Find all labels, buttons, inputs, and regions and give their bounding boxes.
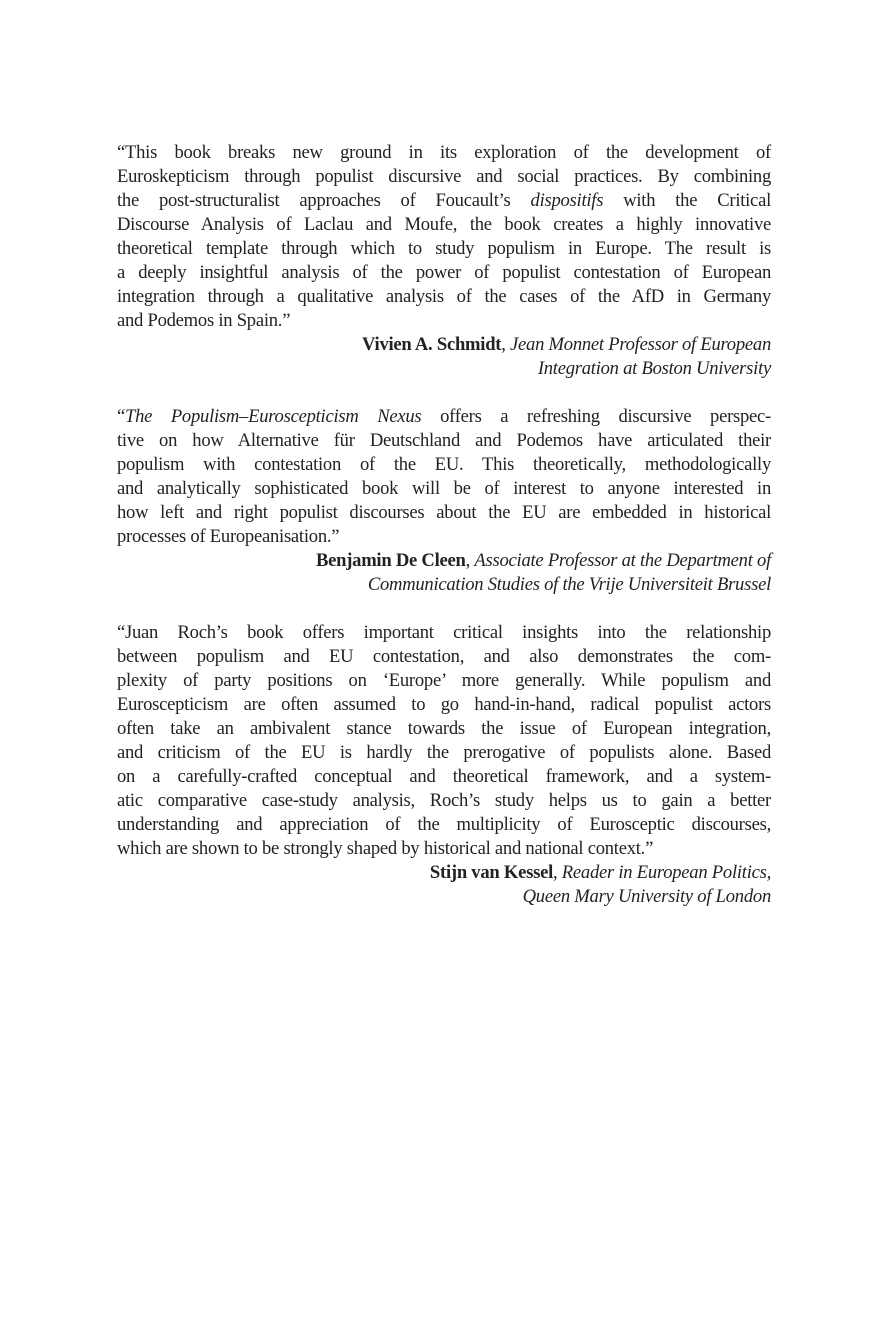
- text-segment: tive on how Alternative für Deutschland and Podemos have articulated their: [117, 430, 771, 451]
- italic-title: dispositifs: [530, 190, 604, 211]
- author-name: Vivien A. Schmidt: [362, 334, 502, 355]
- text-segment: processes of Europeanisation.”: [117, 526, 340, 547]
- text-segment: atic comparative case-study analysis, Roch’s study helps us to gain a better: [117, 790, 771, 811]
- quote-line: [117, 237, 771, 261]
- quote-line: [117, 261, 771, 285]
- text-segment: how left and right populist discourses about the EU are embedded in historical: [117, 502, 771, 523]
- quote-line: [117, 789, 771, 813]
- attribution-line: [117, 885, 771, 909]
- quote-line: [117, 405, 771, 429]
- author-name: Benjamin De Cleen: [315, 550, 466, 571]
- text-segment: Discourse Analysis of Laclau and Moufe, the book creates a highly innovative: [117, 214, 771, 235]
- author-affiliation: Associate Professor at the Department of: [474, 550, 771, 571]
- author-affiliation: Reader in European Politics,: [561, 862, 771, 883]
- quote-line: [117, 165, 771, 189]
- text-segment: and Podemos in Spain.”: [117, 310, 291, 331]
- endorsement-quote: [117, 621, 771, 909]
- text-segment: on a carefully-crafted conceptual and theoretical framework, and a system-: [117, 766, 771, 787]
- quote-line: [117, 669, 771, 693]
- quote-line: [117, 453, 771, 477]
- text-segment: offers a refreshing discursive perspec-: [421, 406, 771, 427]
- author-affiliation: Jean Monnet Professor of European: [510, 334, 771, 355]
- text-segment: often take an ambivalent stance towards the issue of European integration,: [117, 718, 771, 739]
- quote-line: [117, 525, 771, 549]
- text-segment: “Juan Roch’s book offers important critical insights into the relationship: [117, 622, 771, 643]
- quote-line: [117, 189, 771, 213]
- text-segment: a deeply insightful analysis of the power of populist contestation of European: [117, 262, 771, 283]
- attribution-line: Stijn van Kessel, Reader in European Politics,: [429, 862, 771, 883]
- quote-line: [117, 645, 771, 669]
- text-segment: theoretical template through which to study populism in Europe. The result is: [117, 238, 771, 259]
- text-segment: plexity of party positions on ‘Europe’ more generally. While populism and: [117, 670, 771, 691]
- quote-line: [117, 693, 771, 717]
- text-segment: Euroscepticism are often assumed to go hand-in-hand, radical populist actors: [117, 694, 771, 715]
- text-segment: with the Critical: [603, 190, 771, 211]
- attribution-line: Benjamin De Cleen, Associate Professor at the Department of: [315, 550, 771, 571]
- text-segment: integration through a qualitative analysis of the cases of the AfD in Germany: [117, 286, 771, 307]
- quote-line: [117, 837, 771, 861]
- quote-line: [117, 213, 771, 237]
- text-segment: between populism and EU contestation, and also demonstrates the com-: [117, 646, 771, 667]
- text-segment: populism with contestation of the EU. This theoretically, methodologically: [117, 454, 771, 475]
- author-affiliation: Integration at Boston University: [537, 358, 771, 379]
- endorsements-page: [117, 141, 771, 933]
- quote-line: [117, 765, 771, 789]
- attribution-line: [117, 573, 771, 597]
- text-segment: the post-structuralist approaches of Foucault’s: [117, 190, 531, 211]
- quote-line: [117, 741, 771, 765]
- quote-line: [117, 309, 771, 333]
- quote-line: [117, 477, 771, 501]
- quote-line: [117, 285, 771, 309]
- text-segment: “This book breaks new ground in its exploration of the development of: [117, 142, 771, 163]
- quote-line: [117, 141, 771, 165]
- text-segment: which are shown to be strongly shaped by historical and national context.”: [117, 838, 654, 859]
- quote-line: [117, 717, 771, 741]
- attribution-line: Vivien A. Schmidt, Jean Monnet Professor of European: [362, 334, 771, 355]
- attribution-line: [117, 357, 771, 381]
- text-segment: understanding and appreciation of the multiplicity of Eurosceptic discourses,: [117, 814, 771, 835]
- author-affiliation: Queen Mary University of London: [522, 886, 771, 907]
- endorsement-quote: [117, 405, 771, 597]
- text-segment: “: [117, 406, 126, 427]
- author-affiliation: Communication Studies of the Vrije Universiteit Brussel: [367, 574, 771, 595]
- text-segment: and criticism of the EU is hardly the prerogative of populists alone. Based: [117, 742, 771, 763]
- quote-line: [117, 621, 771, 645]
- author-name: Stijn van Kessel: [429, 862, 553, 883]
- text-segment: and analytically sophisticated book will be of interest to anyone interested in: [117, 478, 771, 499]
- endorsement-quote: [117, 141, 771, 381]
- quote-line: [117, 501, 771, 525]
- italic-title: The Populism–Euroscepticism Nexus: [125, 406, 422, 427]
- quote-line: [117, 813, 771, 837]
- quote-line: [117, 429, 771, 453]
- text-segment: Euroskepticism through populist discursive and social practices. By combining: [117, 166, 771, 187]
